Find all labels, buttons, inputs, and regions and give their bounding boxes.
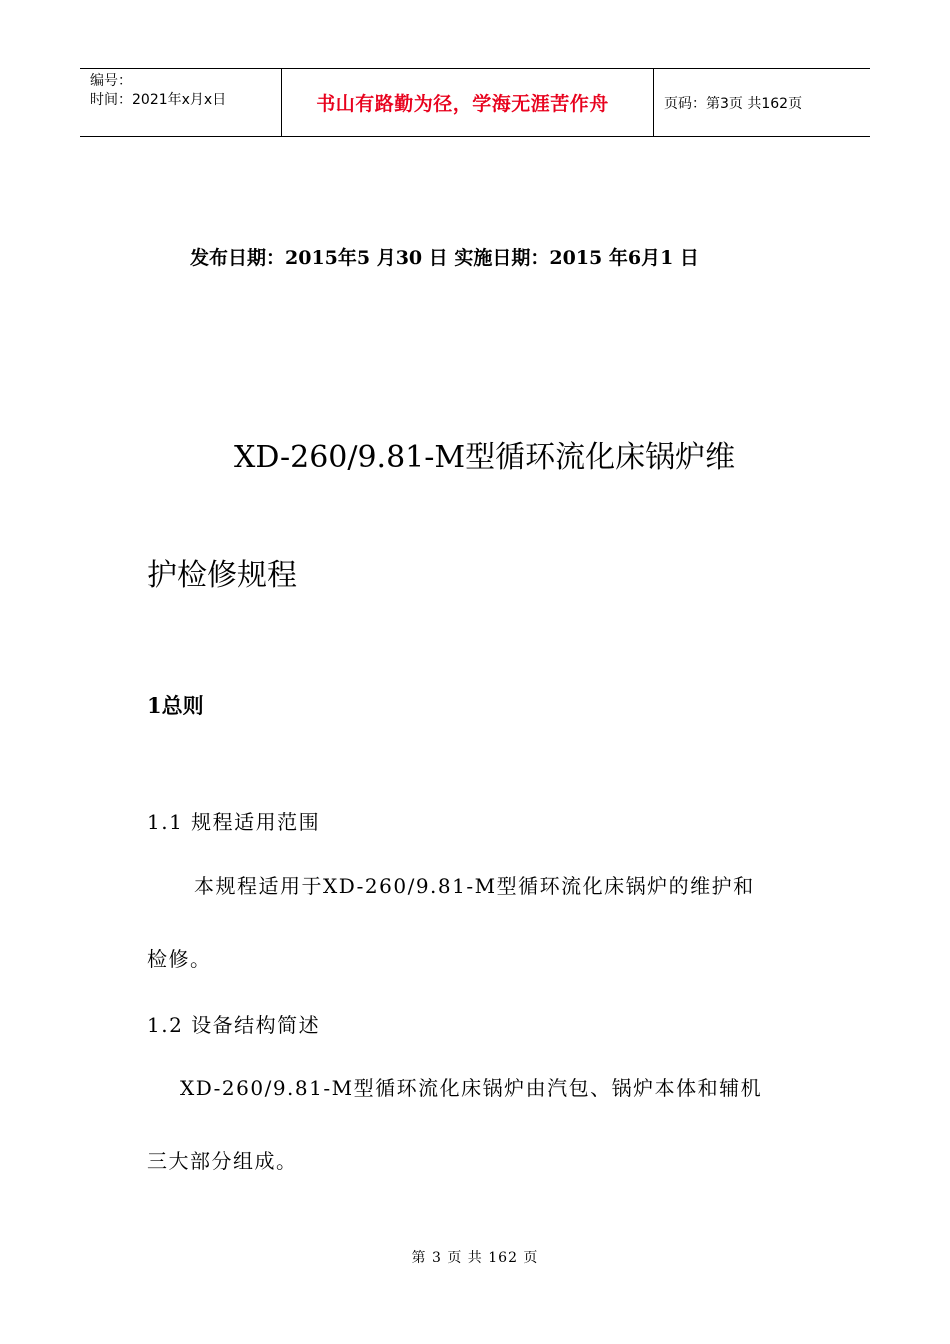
- subsection-heading-scope: 1.1 规程适用范围: [147, 810, 321, 834]
- motto-text: 书山有路勤为径，学海无涯苦作舟: [316, 93, 609, 115]
- paragraph-structure-line-1: XD-260/9.81-M型循环流化床锅炉由汽包、锅炉本体和辅机: [180, 1076, 763, 1100]
- time-label: 时间：2021年x月x日: [90, 92, 227, 108]
- header-table: [80, 68, 870, 137]
- release-dates: 发布日期：2015年5 月30 日 实施日期：2015 年6月1 日: [190, 247, 699, 269]
- section-heading-general: 1总则: [147, 693, 204, 718]
- subsection-heading-structure: 1.2 设备结构简述: [147, 1013, 321, 1037]
- serial-number-label: 编号：: [90, 73, 132, 89]
- document-title-line-2: 护检修规程: [147, 558, 297, 593]
- page-footer: 第 3 页 共 162 页: [411, 1250, 539, 1266]
- paragraph-scope-line-1: 本规程适用于XD-260/9.81-M型循环流化床锅炉的维护和: [194, 874, 755, 898]
- page-number-label: 页码：第3页 共162页: [664, 95, 803, 112]
- document-title-line-1: XD-260/9.81-M型循环流化床锅炉维: [234, 440, 736, 475]
- header-meta-cell: [80, 69, 282, 136]
- header-motto-cell: [282, 69, 654, 136]
- header-page-cell: [654, 69, 870, 136]
- paragraph-scope-line-2: 检修。: [147, 947, 212, 971]
- paragraph-structure-line-2: 三大部分组成。: [147, 1149, 298, 1173]
